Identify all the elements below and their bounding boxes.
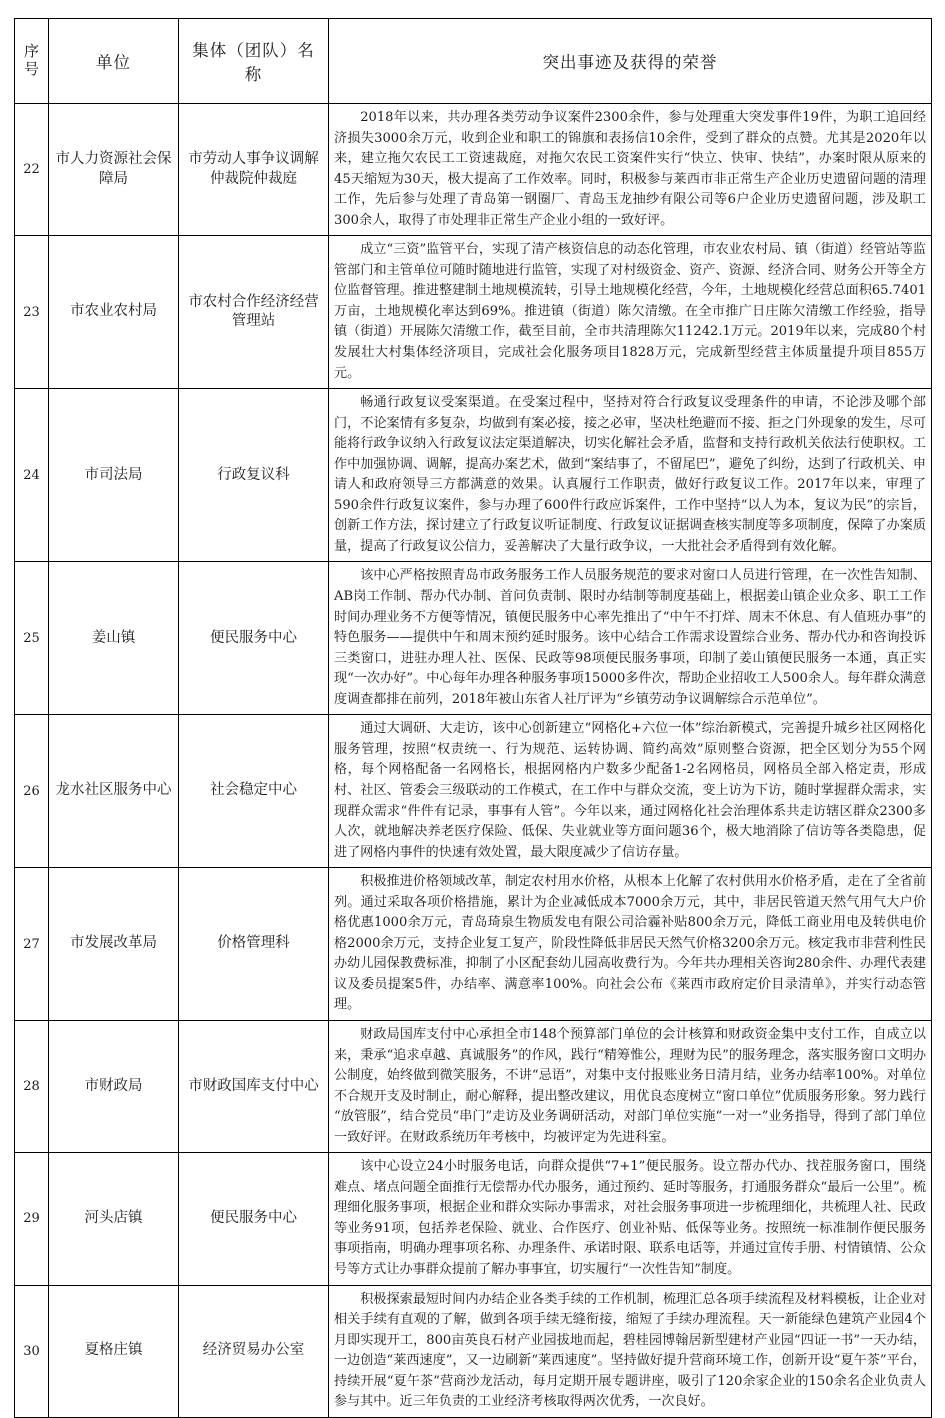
cell-unit: 市人力资源社会保障局 — [49, 104, 179, 236]
cell-deeds-and-honors — [329, 1285, 932, 1417]
cell-team-name: 社会稳定中心 — [179, 715, 329, 868]
cell-unit: 市司法局 — [49, 389, 179, 562]
deeds-paragraph: 该中心严格按照青岛市政务服务工作人员服务规范的要求对窗口人员进行管理，在一次性告知制、AB岗工作制、帮办代办制、首问负责制、限时办结制等制度基础上，根据姜山镇企业众多、职工工作时间办理业务不方便等情况，镇便民服务中心率先推出了“中午不打烊、周末不休息、有人值班办事”的特色服务——提供中午和周末预约延时服务。该中心结合工作需求设置综合业务、帮办代办和咨询投诉三类窗口，进驻办理人社、医保、民政等98项便民服务事项，印制了姜山镇便民服务一本通，真正实现“一次办好”。中心每年办理各种服务事项15000多件次，帮助企业招收工人500余人。每年群众满意度调查都排在前列，2018年被山东省人社厅评为“乡镇劳动争议调解综合示范单位”。 — [334, 568, 926, 707]
cell-sequence: 30 — [15, 1285, 49, 1417]
cell-sequence: 25 — [15, 562, 49, 715]
award-recipients-table — [14, 18, 932, 1418]
cell-sequence: 23 — [15, 236, 49, 389]
cell-deeds-and-honors — [329, 236, 932, 389]
cell-team-name: 经济贸易办公室 — [179, 1285, 329, 1417]
deeds-paragraph: 该中心设立24小时服务电话，向群众提供“7+1”便民服务。设立帮办代办、找茬服务窗口，围绕难点、堵点问题全面推行无偿帮办代办服务，通过预约、延时等服务，打通服务群众“最后一公里”。梳理细化服务事项，根据企业和群众实际办事需求，对社会服务事项进一步梳理细化，共梳理人社、民政等业务91项，包括养老保险、就业、合作医疗、创业补贴、低保等业务。按照统一标准制作便民服务事项指南，明确办理事项名称、办理条件、承诺时限、联系电话等，并通过宣传手册、村情镇情、公众号等方式让办事群众提前了解办事事宜，切实履行“一次性告知”制度。 — [334, 1159, 926, 1277]
cell-team-name: 便民服务中心 — [179, 562, 329, 715]
cell-team-name: 价格管理科 — [179, 868, 329, 1021]
deeds-paragraph: 2018年以来，共办理各类劳动争议案件2300余件，参与处理重大突发事件19件，为职工追回经济损失3000余万元，收到企业和职工的锦旗和表扬信10余件，受到了群众的点赞。尤其是2020年以来，建立拖欠农民工工资速裁庭，对拖欠农民工资案件实行“快立、快审、快结”，办案时限从原来的45天缩短为30天，极大提高了工作效率。同时，积极参与莱西市非正常生产企业历史遗留问题的清理工作，先后参与处理了青岛第一钢圈厂、青岛玉龙抽纱有限公司等6户企业历史遗留问题，涉及职工300余人，取得了市处理非正常生产企业小组的一致好评。 — [334, 110, 926, 228]
table-row — [15, 1285, 932, 1417]
table-body — [15, 104, 932, 1418]
deeds-paragraph: 积极探索最短时间内办结企业各类手续的工作机制，梳理汇总各项手续流程及材料模板，让企业对相关手续有直观的了解，做到各项手续无缝衔接，缩短了手续办理流程。天一新能绿色建筑产业园4个月即实现开工，800亩英良石材产业园拔地而起，碧桂园博翰居新型建材产业园“四证一书”一天办结，一边创造“莱西速度”，又一边刷新“莱西速度”。坚持做好提升营商环境工作，创新开设“夏午茶”平台，持续开展“夏午茶”营商沙龙活动，每月定期开展专题讲座，吸引了120余家企业的150余名企业负责人参与其中。近三年负责的工业经济考核取得两次优秀，一次良好。 — [334, 1291, 926, 1410]
cell-sequence: 28 — [15, 1020, 49, 1152]
deeds-paragraph: 财政局国库支付中心承担全市148个预算部门单位的会计核算和财政资金集中支付工作，自成立以来，秉承“追求卓越、真诚服务”的作风，践行“精筹惟公，理财为民”的服务理念，落实服务窗口文明办公制度，始终做到微笑服务，不讲“忌语”，对集中支付报账业务日清月结，业务办结率100%。对单位不合规开支及时制止，耐心解释，提出整改建议，用优良态度树立“窗口单位”优质服务形象。努力践行“放管服”，结合党员“串门”走访及业务调研活动，对部门单位实施“一对一”业务指导，得到了部门单位一致好评。在财政系统历年考核中，均被评定为先进科室。 — [334, 1026, 926, 1145]
cell-unit: 夏格庄镇 — [49, 1285, 179, 1417]
cell-team-name: 便民服务中心 — [179, 1153, 329, 1285]
cell-unit: 市发展改革局 — [49, 868, 179, 1021]
table-row — [15, 868, 932, 1021]
cell-sequence: 26 — [15, 715, 49, 868]
table-row — [15, 236, 932, 389]
table-row — [15, 562, 932, 715]
cell-team-name: 市农村合作经济经营管理站 — [179, 236, 329, 389]
column-header-unit: 单位 — [49, 19, 179, 104]
cell-unit: 河头店镇 — [49, 1153, 179, 1285]
deeds-paragraph: 畅通行政复议受案渠道。在受案过程中，坚持对符合行政复议受理条件的申请，不论涉及哪个部门，不论案情有多复杂，均做到有案必接，接之必审，坚决杜绝避而不接、拒之门外现象的发生，尽可能将行政争议纳入行政复议法定渠道解决，切实化解社会矛盾，监督和支持行政机关依法行使职权。工作中加强协调、调解，提高办案艺术，做到“案结事了，不留尾巴”，避免了纠纷，达到了行政机关、申请人和政府领导三方都满意的效果。认真履行工作职责，做好行政复议工作。2017年以来，审理了590余件行政复议案件，参与办理了600件行政应诉案件，工作中坚持“以人为本，复议为民”的宗旨，创新工作方法，探讨建立了行政复议听证制度、行政复议证据调查核实制度等多项制度，保障了办案质量，提高了行政复议公信力，妥善解决了大量行政争议，一大批社会矛盾得到有效化解。 — [334, 395, 926, 554]
cell-deeds-and-honors — [329, 389, 932, 562]
table-row — [15, 1153, 932, 1285]
cell-deeds-and-honors — [329, 104, 932, 236]
column-header-sequence-char2: 号 — [23, 60, 39, 78]
deeds-paragraph: 积极推进价格领域改革，制定农村用水价格，从根本上化解了农村供用水价格矛盾，走在了全省前列。通过采取各项价格措施，累计为企业减低成本7000余万元，其中，非居民管道天然气用气大户价格优惠1000余万元，青岛琦泉生物质发电有限公司洽霾补贴800余万元，降低工商业用电及转供电价格2000余万元，支持企业复工复产，阶段性降低非居民天然气价格3200余万元。核定我市非营利性民办幼儿园保教费标准，抑制了小区配套幼儿园高收费行为。今年共办理相关咨询280余件、办理代表建议及委员提案5件，办结率、满意率100%。向社会公布《莱西市政府定价目录清单》，并实行动态管理。 — [334, 874, 926, 1013]
deeds-paragraph: 成立“三资”监管平台，实现了清产核资信息的动态化管理，市农业农村局、镇（街道）经管站等监管部门和主管单位可随时随地进行监管，实现了对村级资金、资产、资源、经济合同、财务公开等全方位监督管理。推进整建制土地规模流转，引导土地规模化经营，今年，土地规模化经营总面积65.7401万亩，土地规模化率达到69%。推进镇（街道）陈欠清缴。在全市推广日庄陈欠清缴工作经验，指导镇（街道）开展陈欠清缴工作，截至目前，全市共清理陈欠11242.1万元。2019年以来，完成80个村发展壮大村集体经济项目，完成社会化服务项目1828万元，完成新型经营主体质量提升项目855万元。 — [334, 242, 926, 381]
table-row — [15, 389, 932, 562]
cell-deeds-and-honors — [329, 562, 932, 715]
cell-sequence: 29 — [15, 1153, 49, 1285]
cell-sequence: 22 — [15, 104, 49, 236]
column-header-sequence-char1: 序 — [23, 42, 39, 61]
header-row — [15, 19, 932, 104]
column-header-team-name: 集体（团队）名称 — [179, 19, 329, 104]
cell-sequence: 27 — [15, 868, 49, 1021]
cell-unit: 市财政局 — [49, 1020, 179, 1152]
table-row — [15, 715, 932, 868]
cell-team-name: 市财政国库支付中心 — [179, 1020, 329, 1152]
cell-deeds-and-honors — [329, 868, 932, 1021]
cell-deeds-and-honors — [329, 1020, 932, 1152]
table-row — [15, 1020, 932, 1152]
cell-unit: 市农业农村局 — [49, 236, 179, 389]
cell-team-name: 市劳动人事争议调解仲裁院仲裁庭 — [179, 104, 329, 236]
cell-deeds-and-honors — [329, 715, 932, 868]
cell-team-name: 行政复议科 — [179, 389, 329, 562]
cell-deeds-and-honors — [329, 1153, 932, 1285]
cell-unit: 姜山镇 — [49, 562, 179, 715]
table-row — [15, 104, 932, 236]
table-header — [15, 19, 932, 104]
column-header-sequence — [15, 19, 49, 104]
cell-sequence: 24 — [15, 389, 49, 562]
cell-unit: 龙水社区服务中心 — [49, 715, 179, 868]
column-header-deeds-and-honors: 突出事迹及获得的荣誉 — [329, 19, 932, 104]
deeds-paragraph: 通过大调研、大走访，该中心创新建立“网格化+六位一体”综治新模式，完善提升城乡社区网格化服务管理，按照“权责统一、行为规范、运转协调、简约高效”原则整合资源，把全区划分为55个网格，每个网格配备一名网格长，根据网格内户数多少配备1-2名网格员，网格员全部入格定责，形成村、社区、管委会三级联动的工作模式，在工作中与群众交流，变上访为下访，随时掌握群众需求，实现群众需求“件件有记录，事事有人管”。今年以来，通过网格化社会治理体系共走访辖区群众2300多人次，就地解决养老医疗保险、低保、失业就业等方面问题36个，极大地消除了信访等各类隐患，促进了网格内事件的快速有效处置，最大限度减少了信访存量。 — [334, 721, 926, 860]
